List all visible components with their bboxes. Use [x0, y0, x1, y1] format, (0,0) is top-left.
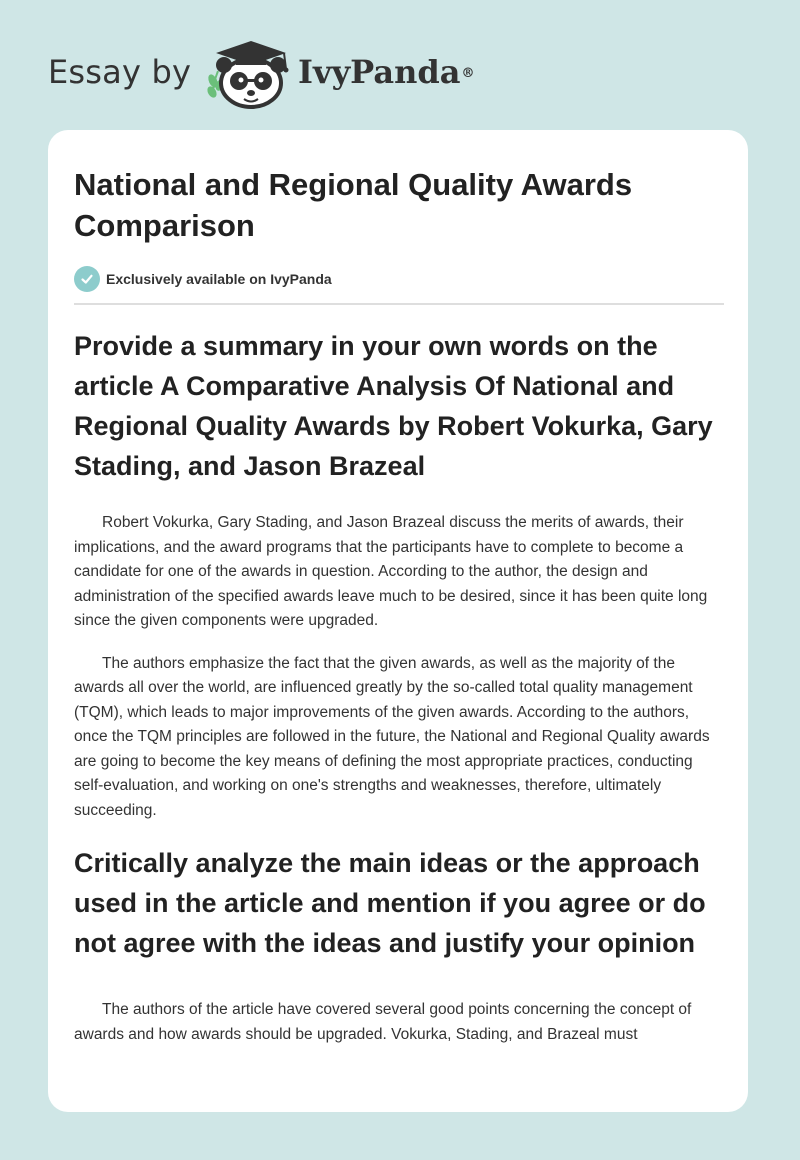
paragraph: The authors emphasize the fact that the given awards, as well as the majority of the awards all over the world, are influenced greatly by the so-called total quality management (TQM), which leads to major improvements of the given awards. According to the authors, once the TQM principles are followed in the future, the National and Regional Quality awards are going to become the key means of defining the most appropriate practices, conducting self-evaluation, and working on one's strengths and weaknesses, therefore, ultimately succeeding. [74, 654, 710, 819]
paragraph: The authors of the article have covered several good points concerning the concept of awards and how awards should be upgraded. Vokurka, Stading, and Brazeal must [74, 1001, 692, 1043]
check-icon [74, 266, 100, 292]
section-heading: Critically analyze the main ideas or the approach used in the article and mention if you agree or do not agree with the ideas and justify your opinion [74, 848, 706, 958]
title-divider [74, 303, 724, 305]
paragraph: Robert Vokurka, Gary Stading, and Jason Brazeal discuss the merits of awards, their implications, and the award programs that the participants have to complete to become a candidate for one of the awards in question. According to the author, the design and administration of the specified awards leave much to be desired, since it has been quite long since the given components were upgraded. [74, 514, 708, 629]
panda-logo-icon[interactable] [200, 35, 298, 109]
exclusive-label: Exclusively available on IvyPanda [106, 271, 332, 287]
essay-card [48, 130, 748, 1112]
essay-title: National and Regional Quality Awards Comparison [74, 167, 633, 243]
registered-mark: ® [461, 66, 475, 81]
essay-content [74, 164, 724, 1047]
section-heading: Provide a summary in your own words on the article A Comparative Analysis Of National and Regional Quality Awards by Robert Vokurka, Gary Stading, and Jason Brazeal [74, 331, 713, 481]
brand-name[interactable] [298, 52, 474, 92]
brand-name-text: IvyPanda [298, 53, 461, 91]
brand-prefix: Essay by [48, 53, 192, 91]
exclusive-badge [74, 266, 724, 292]
site-header [0, 0, 800, 130]
